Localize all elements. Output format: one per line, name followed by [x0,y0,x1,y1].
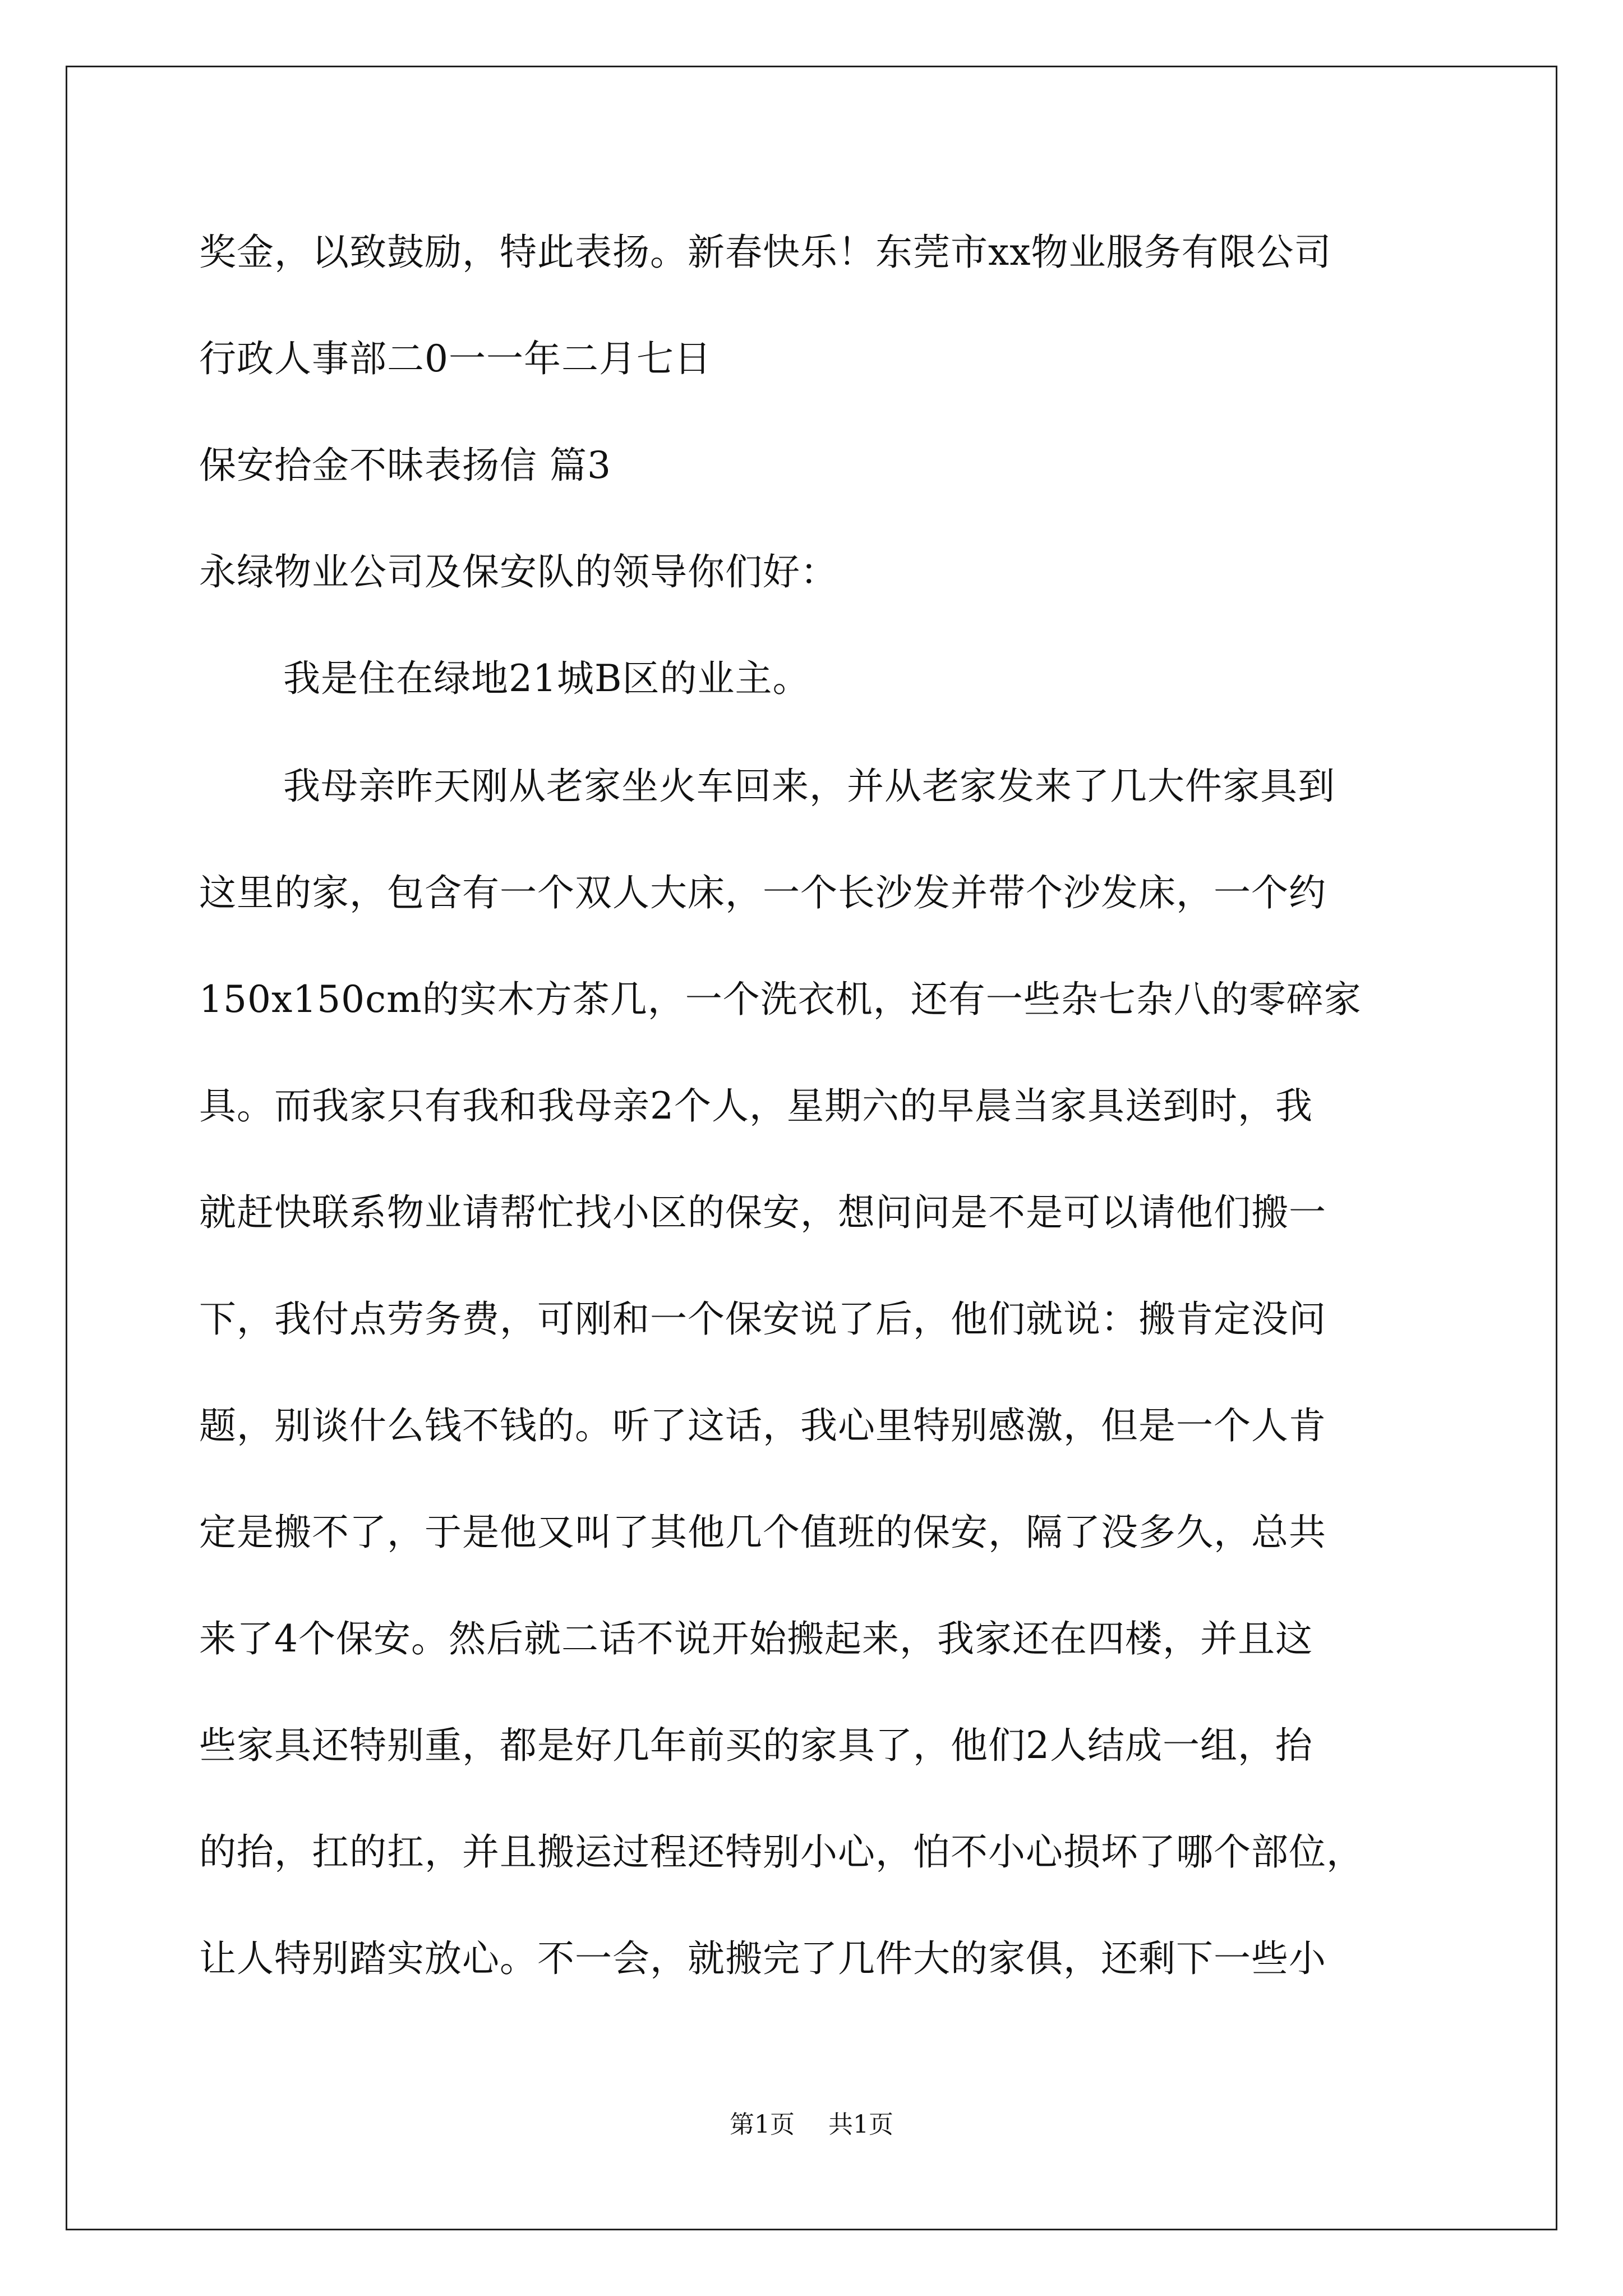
section-heading: 保安拾金不昧表扬信 篇3 [199,444,611,487]
paragraph-line: 题，别谈什么钱不钱的。听了这话，我心里特别感激，但是一个人肯 [199,1404,1326,1447]
paragraph-line: 来了4个保安。然后就二话不说开始搬起来，我家还在四楼，并且这 [199,1617,1313,1660]
page-number-total: 共1页 [828,2110,893,2139]
paragraph-line: 具。而我家只有我和我母亲2个人，星期六的早晨当家具送到时，我 [199,1084,1313,1128]
paragraph-line: 让人特别踏实放心。不一会，就搬完了几件大的家俱，还剩下一些小 [199,1937,1326,1980]
paragraph-line: 些家具还特别重，都是好几年前买的家具了，他们2人结成一组，抬 [199,1724,1313,1767]
paragraph-line: 就赶快联系物业请帮忙找小区的保安，想问问是不是可以请他们搬一 [199,1191,1326,1234]
paragraph-line: 150x150cm的实木方茶几，一个洗衣机，还有一些杂七杂八的零碎家 [199,978,1362,1021]
paragraph-line: 下，我付点劳务费，可刚和一个保安说了后，他们就说：搬肯定没问 [199,1297,1326,1341]
paragraph-line: 的抬，扛的扛，并且搬运过程还特别小心，怕不小心损坏了哪个部位， [199,1830,1364,1874]
paragraph-line: 这里的家，包含有一个双人大床，一个长沙发并带个沙发床，一个约 [199,871,1326,914]
salutation: 永绿物业公司及保安队的领导你们好： [199,550,838,593]
text-line: 行政人事部二0一一年二月七日 [199,337,712,380]
text-line: 奖金，以致鼓励，特此表扬。新春快乐！东莞市xx物业服务有限公司 [199,231,1332,274]
page-number-current: 第1页 [730,2110,795,2139]
paragraph-line: 我母亲昨天刚从老家坐火车回来，并从老家发来了几大件家具到 [283,765,1335,808]
paragraph-line: 我是住在绿地21城B区的业主。 [283,657,810,700]
paragraph-line: 定是搬不了，于是他又叫了其他几个值班的保安，隔了没多久，总共 [199,1511,1326,1554]
page-border [66,66,1557,2230]
page-footer [0,2109,1623,2141]
